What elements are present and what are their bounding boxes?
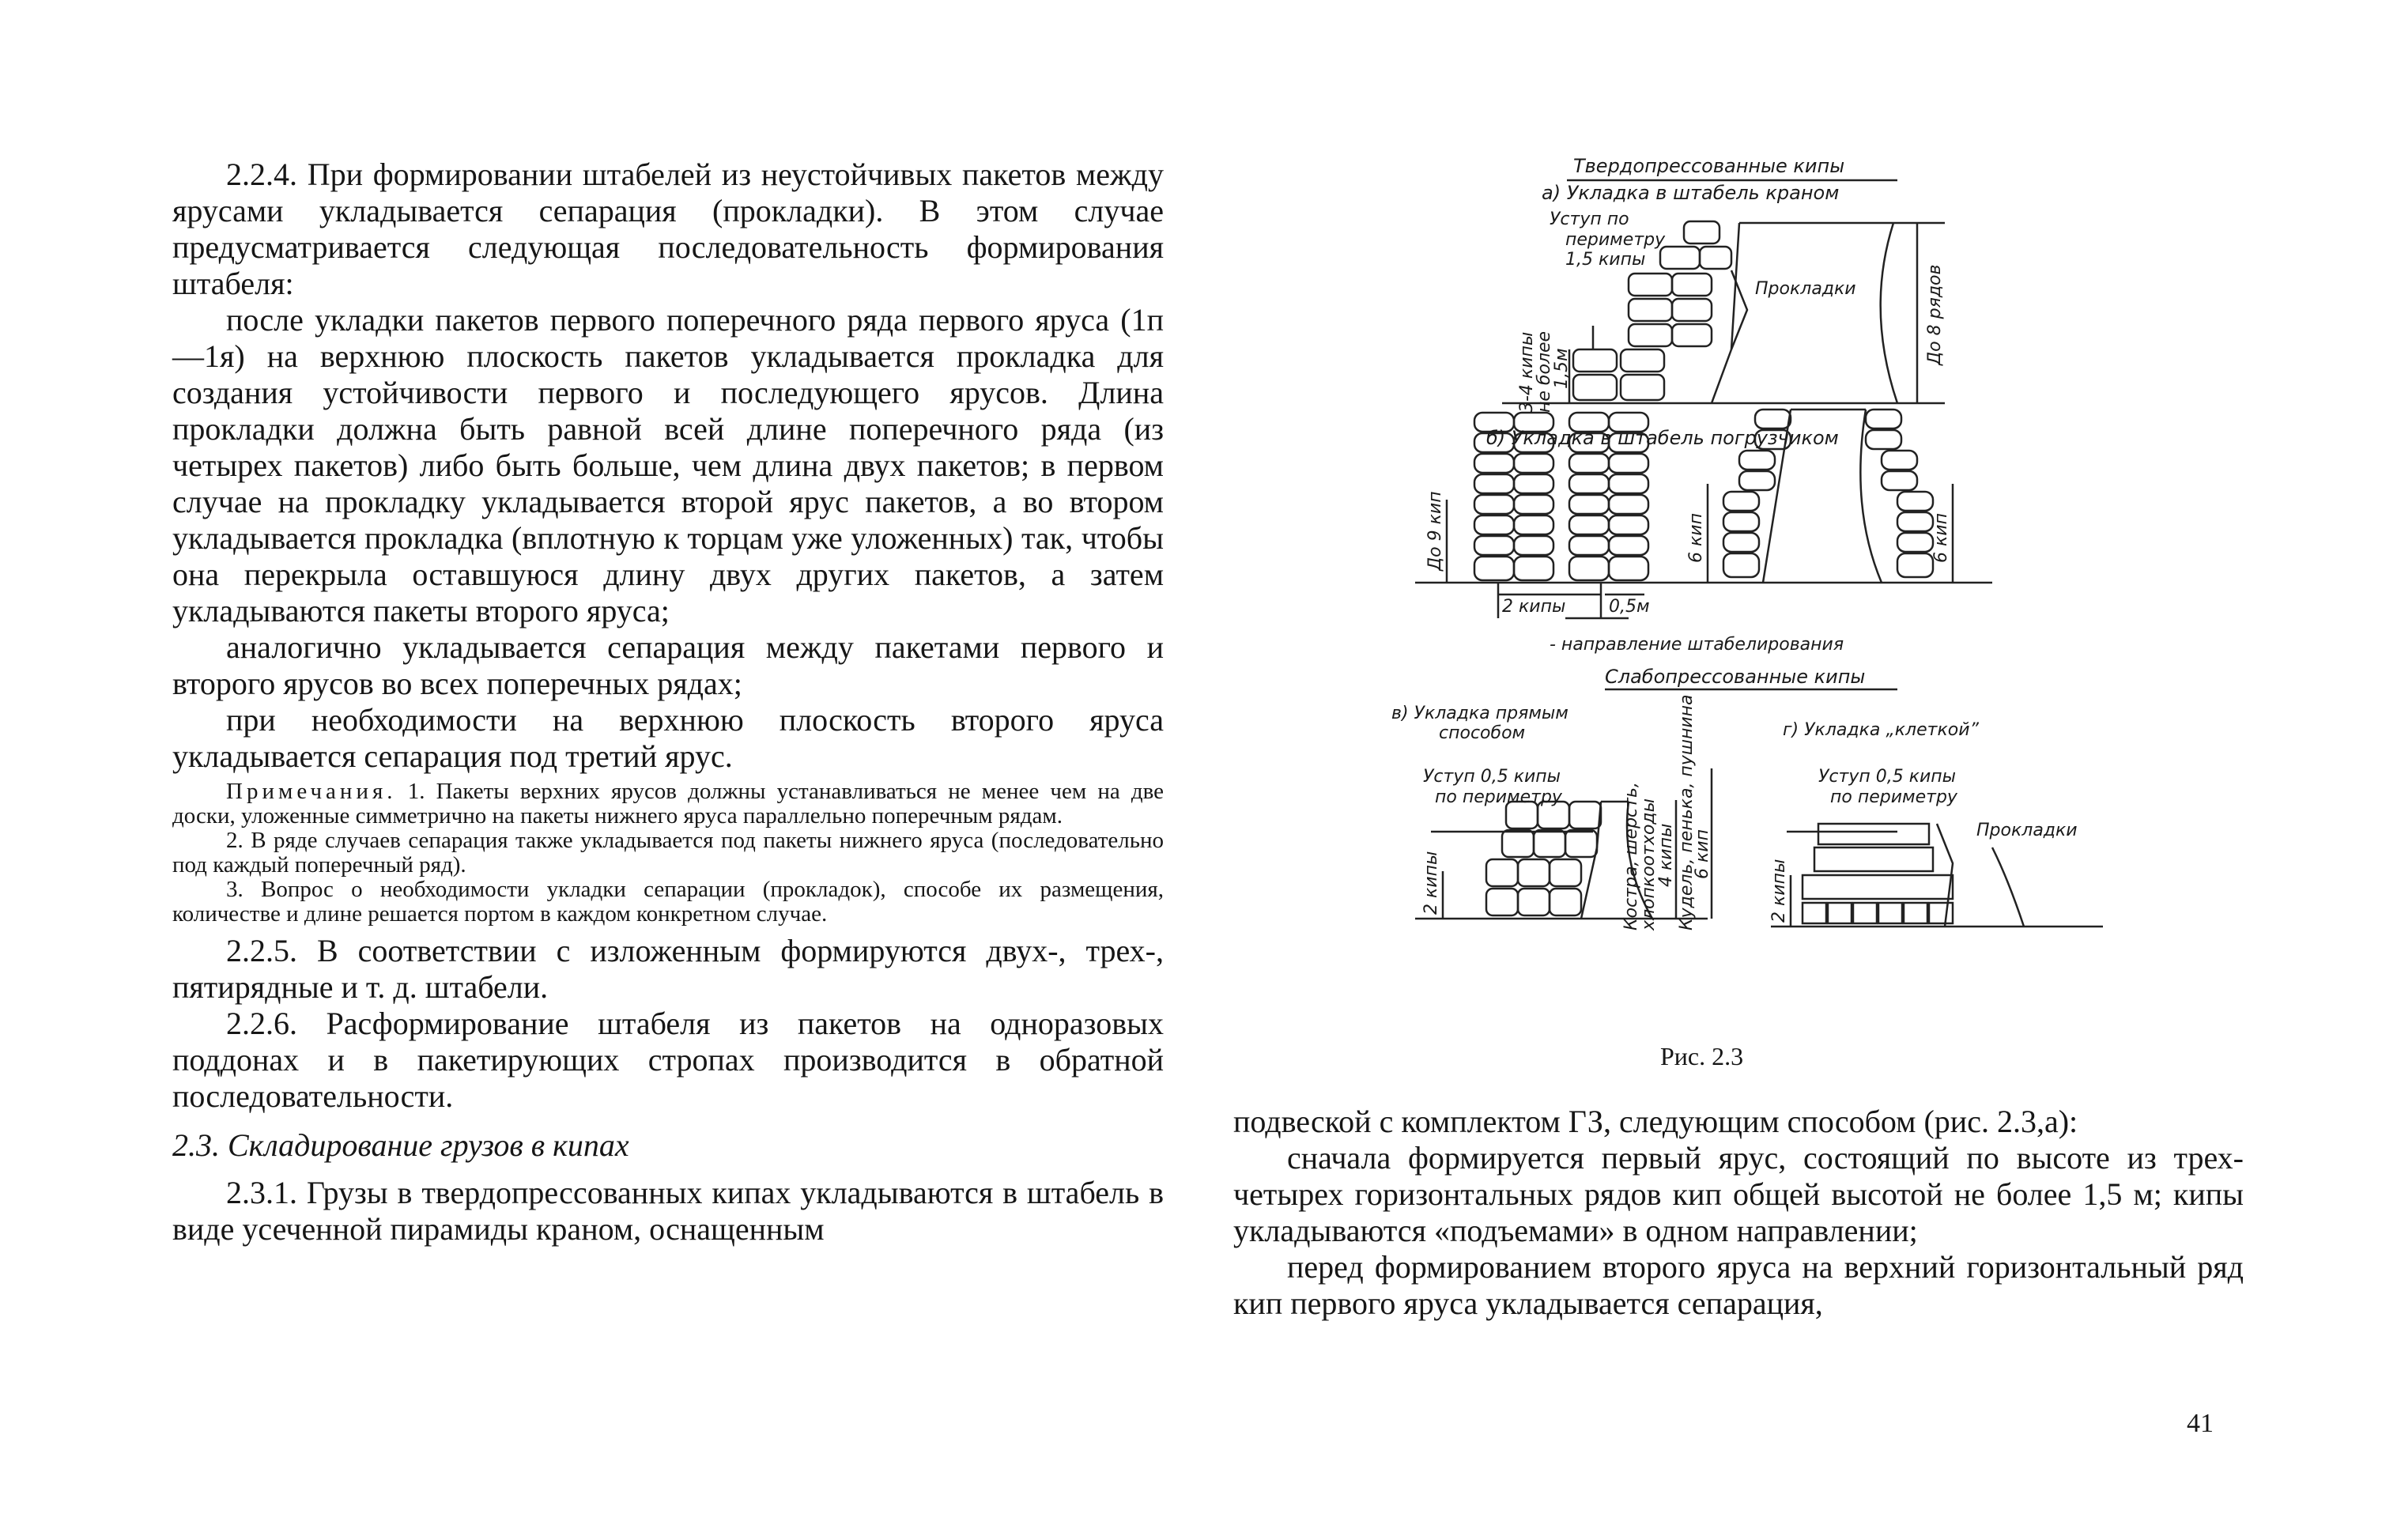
a-step: периметру [1565, 230, 1666, 250]
page-number: 41 [2187, 1409, 2214, 1438]
section-heading: 2.3. Складирование грузов в кипах [172, 1127, 629, 1163]
a-step: 1,5 кипы [1565, 250, 1646, 270]
figure-2-3 [1391, 152, 2103, 1061]
a-step: Уступ по [1550, 209, 1629, 229]
title-hard: Твердопрессованные кипы [1573, 155, 1845, 177]
right-column [1233, 1104, 2244, 1322]
v-material: Кудель, пенька, пушнина [1677, 694, 1697, 930]
left-column [172, 157, 1164, 1247]
g-step: по периметру [1830, 787, 1957, 807]
v-step: по периметру [1435, 787, 1562, 807]
a-left: 3-4 кипы [1517, 331, 1537, 413]
paragraph: после укладки пакетов первого поперечного ряда первого яруса (1п—1я) на верхнюю плоскость пакетов укладывается прокладка для создания устойчивости первого и последующего ярусов. Длина прокладки должна быть равной всей длине поперечного ряда (из четырех пакетов) либо быть больше, чем длина двух пакетов; в первом случае на прокладку укладывается второй ярус пакетов, а во втором укладывается прокладка (вплотную к торцам уже уложенных) так, чтобы она перекрыла оставшуюся длину двух других пакетов, а затем укладываются пакеты второго яруса; [172, 302, 1164, 628]
b-direction: - направление штабелирования [1550, 635, 1844, 655]
paragraph: 2.2.4. При формировании штабелей из неустойчивых пакетов между ярусами укладывается сепарация (прокладки). В этом случае предусматривается следующая последовательность формирования штабеля: [172, 157, 1164, 301]
v-step: Уступ 0,5 кипы [1423, 767, 1561, 787]
v-material: 6 кип [1693, 829, 1712, 879]
a-title: а) Укладка в штабель краном [1542, 182, 1840, 204]
paragraph: 2.3.1. Грузы в твердопрессованных кипах укладываются в штабель в виде усеченной пирамиды краном, оснащенным [172, 1175, 1164, 1247]
paragraph: 2.2.5. В соответствии с изложенным формируются двух-, трех-, пятирядные и т. д. штабели. [172, 933, 1164, 1005]
note-2: 2. В ряде случаев сепарация также укладывается под пакеты нижнего яруса (последовательно под каждый поперечный ряд). [172, 828, 1164, 878]
v-title: в) Укладка прямым [1391, 704, 1568, 723]
paragraph: аналогично укладывается сепарация между пакетами первого и второго ярусов во всех поперечных рядах; [172, 629, 1164, 701]
a-left: 1,5м [1552, 348, 1572, 389]
v-material: Костра, шерсть, [1621, 782, 1641, 930]
note-3: 3. Вопрос о необходимости укладки сепарации (прокладок), способе их размещения, количестве и длине решается портом в каждом конкретном случае. [172, 877, 1164, 927]
v-material: хлопкоотходы [1639, 798, 1659, 930]
paragraph: перед формированием второго яруса на верхний горизонтальный ряд кип первого яруса укладывается сепарация, [1233, 1249, 2244, 1321]
note-1 [172, 779, 1164, 829]
b-left: До 9 кип [1425, 491, 1445, 571]
v-left: 2 кипы [1421, 851, 1441, 915]
a-pads: Прокладки [1755, 279, 1856, 299]
title-soft: Слабопрессованные кипы [1605, 666, 1866, 688]
note-1-text: 1. Пакеты верхних ярусов должны устанавливаться не менее чем на две доски, уложенные симметрично на пакеты нижнего яруса параллельно поперечным рядам. [172, 779, 1165, 829]
paragraph: сначала формируется первый ярус, состоящий по высоте из трех-четырех горизонтальных рядов кип общей высотой не более 1,5 м; кипы укладываются «подъемами» в одном направлении; [1233, 1140, 2244, 1248]
b-title: б) Укладка в штабель погрузчиком [1486, 427, 1839, 449]
a-left: не более [1535, 330, 1554, 413]
b-right: 6 кип [1931, 513, 1951, 563]
b-mid: 6 кип [1686, 513, 1706, 563]
paragraph: подвеской с комплектом ГЗ, следующим способом (рис. 2.3,а): [1233, 1104, 2078, 1139]
paragraph: при необходимости на верхнюю плоскость второго яруса укладывается сепарация под третий ярус. [172, 702, 1164, 774]
notes-block [172, 779, 1164, 927]
v-material: 4 кипы [1656, 823, 1676, 887]
paragraph: 2.2.6. Расформирование штабеля из пакетов на одноразовых поддонах и в пакетирующих стропах производится в обратной последовательности. [172, 1006, 1164, 1114]
figure-caption: Рис. 2.3 [1660, 1042, 1744, 1070]
a-right: До 8 рядов [1925, 264, 1945, 365]
b-width: 0,5м [1609, 597, 1650, 617]
g-title: г) Укладка „клеткой” [1783, 720, 1979, 740]
b-width: 2 кипы [1502, 597, 1566, 617]
v-title: способом [1439, 723, 1526, 743]
g-step: Уступ 0,5 кипы [1818, 767, 1957, 787]
notes-heading: Примечания. [226, 779, 397, 804]
g-left: 2 кипы [1769, 859, 1789, 923]
stacking-diagram [1391, 152, 2103, 1037]
g-pads: Прокладки [1976, 821, 2078, 840]
